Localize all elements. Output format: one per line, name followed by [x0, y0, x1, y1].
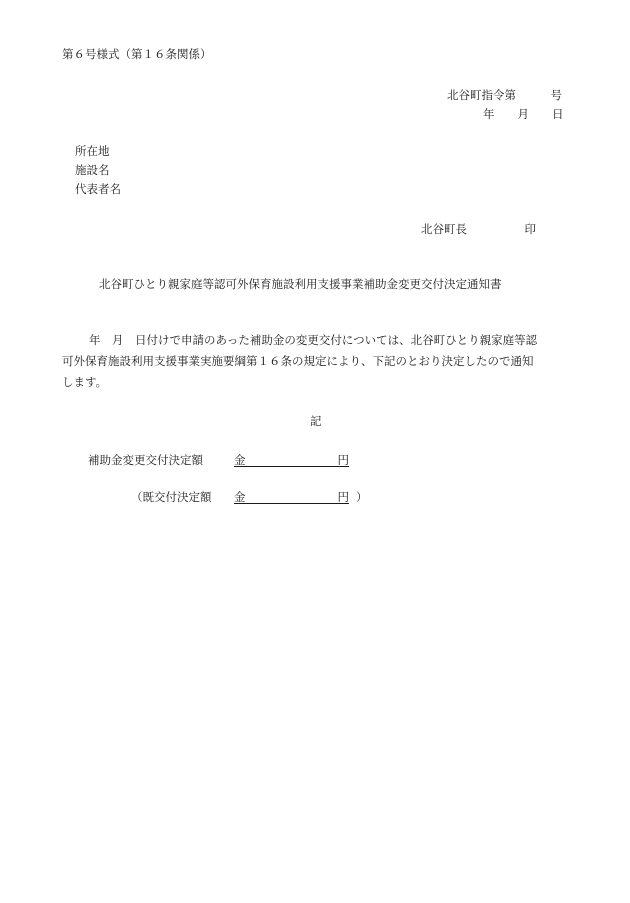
body-line-2: 可外保育施設利用支援事業実施要綱第１６条の規定により、下記のとおり決定したので通知: [62, 354, 534, 368]
amount-value: 金 円: [234, 453, 349, 467]
document-title: 北谷町ひとり親家庭等認可外保育施設利用支援事業補助金変更交付決定通知書: [99, 277, 502, 291]
previous-amount-close: ）: [356, 490, 368, 504]
location-label: 所在地: [75, 144, 110, 158]
issuer-line: 北谷町長 印: [421, 222, 536, 236]
form-number: 第６号様式（第１６条関係）: [62, 47, 212, 61]
representative-label: 代表者名: [75, 182, 121, 196]
amount-label: 補助金変更交付決定額: [88, 453, 203, 467]
previous-amount-value: 金 円: [234, 490, 349, 504]
issue-number: 北谷町指令第 号: [447, 88, 562, 102]
facility-label: 施設名: [75, 163, 110, 177]
body-line-3: します。: [62, 375, 108, 389]
date-line: 年 月 日: [483, 107, 564, 121]
previous-amount-label: （既交付決定額: [131, 490, 212, 504]
ki-heading: 記: [310, 414, 322, 428]
body-line-1: 年 月 日付けで申請のあった補助金の変更交付については、北谷町ひとり親家庭等認: [89, 333, 538, 347]
